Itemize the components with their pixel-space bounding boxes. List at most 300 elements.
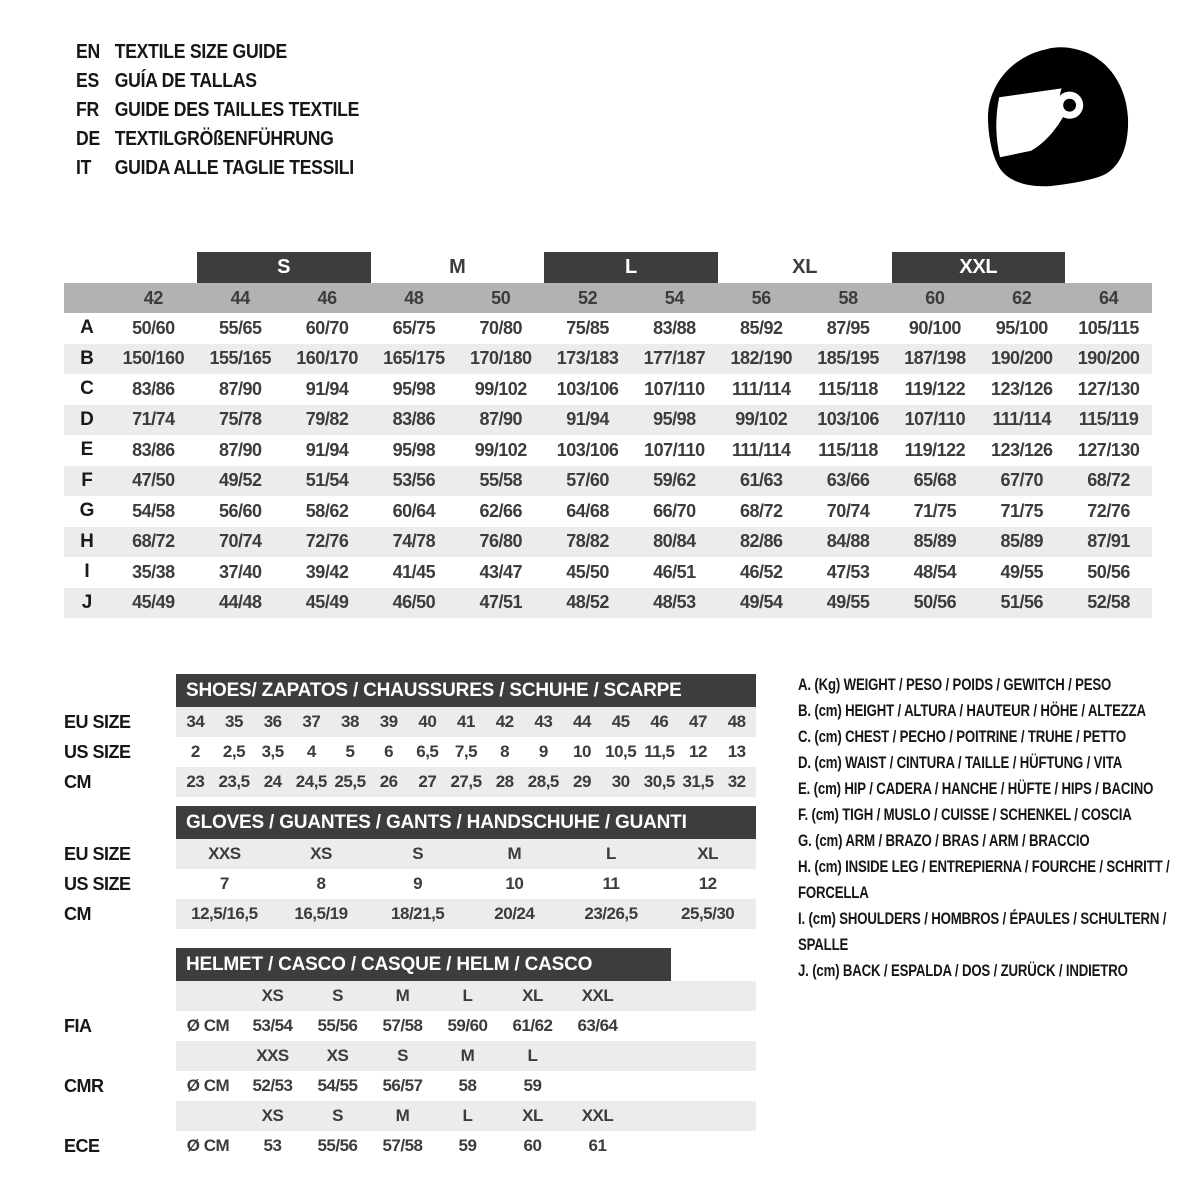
- corner-cell: [64, 283, 110, 313]
- table-row: [176, 737, 756, 767]
- table-cell: 56/60: [218, 500, 262, 521]
- standard-label: ECE: [64, 1135, 100, 1156]
- table-row: [64, 435, 1152, 466]
- shoes-row-labels: [64, 674, 176, 797]
- table-cell: 13: [727, 742, 746, 761]
- table-cell: 48/52: [566, 592, 609, 613]
- table-cell: 51/56: [1000, 592, 1044, 613]
- table-cell: 95/98: [392, 439, 436, 460]
- row-label: US SIZE: [64, 741, 131, 762]
- table-cell: 123/126: [990, 439, 1053, 460]
- row-label: EU SIZE: [64, 843, 131, 864]
- row-letter: B: [80, 347, 94, 369]
- table-cell: 107/110: [644, 378, 705, 399]
- helmet-title-bar: [176, 948, 671, 981]
- table-cell: 85/92: [739, 317, 783, 338]
- legend-entry: I. (cm) SHOULDERS / HOMBROS / ÉPAULES / SCHULTERN / SPALLE: [798, 910, 1167, 954]
- table-cell: 91/94: [566, 409, 609, 430]
- table-row: [64, 527, 1152, 558]
- table-cell: XXS: [208, 844, 241, 863]
- row-letter: A: [80, 317, 94, 339]
- table-cell: 68/72: [739, 500, 783, 521]
- table-cell: 127/130: [1077, 378, 1140, 399]
- legend-entry: G. (cm) ARM / BRAZO / BRAS / ARM / BRACCIO: [798, 832, 1090, 850]
- table-cell: 6: [384, 742, 394, 761]
- table-cell: 76/80: [479, 531, 523, 552]
- table-row: [176, 839, 756, 869]
- table-cell: 50/56: [913, 592, 957, 613]
- size-band-s: S: [197, 252, 371, 283]
- table-cell: 46/50: [392, 592, 436, 613]
- table-cell: 52/58: [1087, 592, 1130, 613]
- table-cell: XL: [697, 844, 719, 863]
- table-cell: 41/45: [392, 561, 436, 582]
- table-cell: 57/58: [382, 1016, 423, 1035]
- table-cell: 107/110: [904, 409, 966, 430]
- table-cell: 59: [523, 1076, 542, 1095]
- table-cell: 10: [573, 742, 591, 761]
- spacer: [64, 981, 176, 1011]
- helmet-table: [176, 948, 756, 1161]
- helmet-size-header: XL: [522, 1106, 543, 1125]
- table-cell: 68/72: [132, 531, 175, 552]
- table-cell: 66/70: [653, 500, 696, 521]
- table-cell: 35/38: [132, 561, 175, 582]
- table-cell: 7,5: [454, 742, 478, 761]
- table-cell: 59/60: [447, 1016, 488, 1035]
- table-cell: [176, 1101, 240, 1131]
- size-column-header: 42: [143, 287, 164, 308]
- size-band-xl: XL: [792, 256, 818, 278]
- table-cell: 64/68: [566, 500, 609, 521]
- table-cell: 70/80: [479, 317, 523, 338]
- table-cell: 32: [727, 772, 746, 791]
- table-cell: [630, 1131, 756, 1161]
- table-cell: 8: [316, 874, 326, 893]
- size-column-header: 56: [751, 287, 771, 308]
- helmet-size-header: L: [462, 986, 473, 1005]
- table-cell: 25,5: [334, 772, 366, 791]
- table-cell: 24,5: [295, 772, 327, 791]
- shoes-title: SHOES/ ZAPATOS / CHAUSSURES / SCHUHE / SCARPE: [186, 679, 682, 701]
- size-column-header: 60: [925, 287, 945, 308]
- table-cell: 51/54: [305, 470, 349, 491]
- table-cell: 107/110: [644, 439, 705, 460]
- table-cell: 83/88: [653, 317, 696, 338]
- table-cell: 48/53: [653, 592, 696, 613]
- table-cell: 35: [225, 712, 243, 731]
- helmet-size-header: M: [460, 1046, 475, 1065]
- table-cell: 49/54: [739, 592, 783, 613]
- helmet-value-row: [176, 1011, 756, 1041]
- legend-entry: F. (cm) TIGH / MUSLO / CUISSE / SCHENKEL / COSCIA: [798, 806, 1132, 824]
- table-cell: 63/64: [577, 1016, 618, 1035]
- gloves-title: GLOVES / GUANTES / GANTS / HANDSCHUHE / GUANTI: [186, 811, 687, 833]
- diameter-unit: Ø CM: [186, 1076, 230, 1095]
- row-letter: F: [81, 469, 93, 491]
- table-cell: 46: [650, 712, 669, 731]
- table-cell: 115/119: [1078, 409, 1139, 430]
- table-cell: 60: [523, 1136, 542, 1155]
- helmet-size-row: [176, 981, 756, 1011]
- table-cell: 91/94: [305, 439, 349, 460]
- table-cell: 87/90: [218, 439, 262, 460]
- helmet-size-header: XXS: [256, 1046, 289, 1065]
- helmet-rows: [176, 981, 756, 1161]
- table-cell: 26: [379, 772, 398, 791]
- table-cell: 61/63: [739, 470, 783, 491]
- table-cell: 8: [500, 742, 510, 761]
- language-code: EN: [76, 41, 100, 63]
- helmet-size-header: XL: [522, 986, 543, 1005]
- table-cell: 63/66: [826, 470, 870, 491]
- table-cell: 3,5: [261, 742, 284, 761]
- diameter-unit: Ø CM: [186, 1016, 230, 1035]
- table-cell: 111/114: [731, 439, 791, 460]
- table-cell: 9: [413, 874, 423, 893]
- table-row: [64, 588, 1152, 619]
- size-column-header: 52: [577, 287, 598, 308]
- table-cell: 182/190: [730, 348, 793, 369]
- table-cell: 87/95: [826, 317, 870, 338]
- helmet-value-row: [176, 1131, 756, 1161]
- table-cell: 10,5: [605, 742, 637, 761]
- table-cell: 23: [186, 772, 205, 791]
- row-label: US SIZE: [64, 873, 131, 894]
- table-cell: 49/55: [1000, 561, 1044, 582]
- size-number-row: [64, 283, 1152, 313]
- language-code: DE: [76, 128, 100, 150]
- table-cell: 190/200: [990, 348, 1053, 369]
- table-row: [176, 899, 756, 929]
- table-cell: 83/86: [132, 378, 175, 399]
- table-cell: 18/21,5: [391, 904, 445, 923]
- language-title: GUIDA ALLE TAGLIE TESSILI: [114, 157, 354, 179]
- helmet-size-header: L: [462, 1106, 473, 1125]
- table-cell: [176, 981, 240, 1011]
- size-band-row: [64, 252, 1152, 283]
- textile-size-table: [64, 252, 1152, 618]
- table-cell: 50/60: [132, 317, 175, 338]
- table-cell: 115/118: [818, 439, 878, 460]
- table-cell: 11: [602, 874, 620, 893]
- table-cell: [630, 1041, 756, 1071]
- table-row: [176, 707, 756, 737]
- size-band-xxl: XXL: [892, 252, 1066, 283]
- table-cell: 85/89: [1000, 531, 1044, 552]
- table-cell: 56/57: [382, 1076, 423, 1095]
- table-cell: 46/51: [653, 561, 696, 582]
- table-cell: 45/49: [305, 592, 349, 613]
- legend-entry: D. (cm) WAIST / CINTURA / TAILLE / HÜFTUNG / VITA: [798, 754, 1123, 772]
- table-cell: 24: [263, 772, 282, 791]
- table-cell: 30,5: [643, 772, 675, 791]
- table-cell: 58/62: [305, 500, 349, 521]
- table-cell: 61/62: [512, 1016, 553, 1035]
- language-title: TEXTILGRÖßENFÜHRUNG: [114, 128, 334, 150]
- table-cell: 75/78: [218, 409, 262, 430]
- helmet-size-header: XXL: [581, 986, 614, 1005]
- table-cell: 85/89: [913, 531, 957, 552]
- table-cell: 28,5: [527, 772, 559, 791]
- language-title: GUÍA DE TALLAS: [114, 70, 257, 92]
- table-cell: 47: [689, 712, 707, 731]
- helmet-value-row: [176, 1071, 756, 1101]
- language-row: [76, 154, 359, 183]
- size-column-header: 62: [1012, 287, 1032, 308]
- table-cell: 43: [534, 712, 553, 731]
- helmet-size-header: S: [332, 986, 343, 1005]
- table-cell: [565, 1071, 630, 1101]
- table-cell: 80/84: [653, 531, 696, 552]
- row-label: CM: [64, 903, 91, 924]
- textile-rows: [64, 313, 1152, 618]
- row-label: CM: [64, 771, 91, 792]
- table-cell: 4: [306, 742, 316, 761]
- table-cell: 49/52: [218, 470, 262, 491]
- language-row: [76, 38, 359, 67]
- helmet-title: HELMET / CASCO / CASQUE / HELM / CASCO: [186, 953, 593, 975]
- table-cell: 55/65: [218, 317, 262, 338]
- table-cell: 53/56: [392, 470, 436, 491]
- table-cell: 72/76: [1087, 500, 1130, 521]
- language-title-list: [76, 38, 359, 183]
- table-cell: L: [606, 844, 616, 863]
- table-cell: 127/130: [1077, 439, 1140, 460]
- table-cell: 83/86: [392, 409, 436, 430]
- size-column-header: 58: [838, 287, 858, 308]
- table-cell: 45: [611, 712, 630, 731]
- row-letter: C: [80, 378, 94, 400]
- helmet-size-header: S: [397, 1046, 408, 1065]
- table-cell: 49/55: [826, 592, 870, 613]
- size-column-header: 50: [491, 287, 511, 308]
- table-cell: 99/102: [474, 378, 527, 399]
- size-column-header: 46: [317, 287, 337, 308]
- table-cell: 46/52: [739, 561, 783, 582]
- helmet-size-header: L: [527, 1046, 538, 1065]
- table-cell: [176, 1041, 240, 1071]
- table-cell: 155/165: [209, 348, 272, 369]
- table-cell: 103/106: [817, 409, 879, 430]
- row-letter: J: [81, 591, 93, 613]
- table-cell: 87/90: [218, 378, 262, 399]
- table-cell: 45/50: [566, 561, 609, 582]
- table-row: [64, 405, 1152, 436]
- language-row: [76, 96, 359, 125]
- table-cell: 23,5: [218, 772, 250, 791]
- language-row: [76, 67, 359, 96]
- table-cell: 2,5: [222, 742, 246, 761]
- table-cell: 190/200: [1077, 348, 1140, 369]
- table-cell: 55/58: [479, 470, 523, 491]
- shoes-rows: [176, 707, 756, 797]
- table-cell: 57/58: [382, 1136, 423, 1155]
- helmet-size-header: XXL: [581, 1106, 614, 1125]
- table-cell: 83/86: [132, 439, 175, 460]
- table-cell: 95/100: [995, 317, 1048, 338]
- helmet-size-header: XS: [326, 1046, 349, 1065]
- measurement-legend: [798, 672, 1187, 984]
- language-code: ES: [76, 70, 99, 92]
- legend-entry: B. (cm) HEIGHT / ALTURA / HAUTEUR / HÖHE / ALTEZZA: [798, 702, 1146, 720]
- shoes-title-bar: [176, 674, 756, 707]
- table-cell: 62/66: [479, 500, 523, 521]
- table-cell: 12,5/16,5: [191, 904, 258, 923]
- table-cell: 60/70: [305, 317, 349, 338]
- table-cell: 61: [588, 1136, 607, 1155]
- table-row: [64, 466, 1152, 497]
- table-cell: 7: [219, 874, 229, 893]
- row-letter: E: [80, 439, 94, 461]
- table-cell: 9: [538, 742, 548, 761]
- table-cell: 84/88: [826, 531, 870, 552]
- table-cell: 34: [186, 712, 205, 731]
- gloves-table: [176, 806, 756, 929]
- table-cell: [630, 1101, 756, 1131]
- row-letter: I: [84, 561, 90, 583]
- table-cell: S: [412, 844, 424, 863]
- language-row: [76, 125, 359, 154]
- table-cell: 99/102: [474, 439, 527, 460]
- table-cell: 42: [495, 712, 514, 731]
- table-cell: 72/76: [305, 531, 349, 552]
- legend-entry: A. (Kg) WEIGHT / PESO / POIDS / GEWITCH / PESO: [798, 676, 1112, 694]
- table-cell: 95/98: [392, 378, 436, 399]
- table-cell: 29: [573, 772, 591, 791]
- helmet-size-header: XS: [261, 1106, 284, 1125]
- size-band-l: L: [544, 252, 718, 283]
- table-cell: 103/106: [556, 439, 619, 460]
- table-cell: XS: [310, 844, 332, 863]
- table-cell: 40: [418, 712, 437, 731]
- table-cell: 47/53: [826, 561, 870, 582]
- table-cell: 44/48: [218, 592, 262, 613]
- row-label: EU SIZE: [64, 711, 131, 732]
- gloves-row-labels: [64, 806, 176, 929]
- diameter-unit: Ø CM: [186, 1136, 230, 1155]
- table-cell: 50/56: [1087, 561, 1130, 582]
- gloves-rows: [176, 839, 756, 929]
- table-cell: 74/78: [392, 531, 436, 552]
- gloves-title-bar: [176, 806, 756, 839]
- table-cell: 28: [495, 772, 514, 791]
- helmet-size-header: XS: [261, 986, 284, 1005]
- table-cell: 27: [418, 772, 437, 791]
- table-cell: 54/58: [132, 500, 175, 521]
- table-cell: 48/54: [913, 561, 957, 582]
- table-cell: 111/114: [731, 378, 791, 399]
- table-cell: 105/115: [1078, 317, 1139, 338]
- racing-helmet-icon: [976, 30, 1152, 206]
- table-cell: 37: [302, 712, 321, 731]
- table-cell: 150/160: [122, 348, 185, 369]
- table-cell: 82/86: [739, 531, 783, 552]
- table-cell: 12: [689, 742, 707, 761]
- legend-entry: E. (cm) HIP / CADERA / HANCHE / HÜFTE / HIPS / BACINO: [798, 780, 1154, 798]
- row-letter: G: [79, 500, 95, 522]
- table-cell: 78/82: [566, 531, 609, 552]
- table-cell: 39: [379, 712, 398, 731]
- table-cell: 10: [505, 874, 524, 893]
- table-cell: 45/49: [132, 592, 175, 613]
- language-title: TEXTILE SIZE GUIDE: [114, 41, 287, 63]
- table-cell: 115/118: [818, 378, 878, 399]
- table-cell: 165/175: [383, 348, 445, 369]
- table-cell: 52/53: [252, 1076, 293, 1095]
- shoes-table: [176, 674, 756, 797]
- table-cell: 79/82: [305, 409, 349, 430]
- table-cell: 123/126: [990, 378, 1053, 399]
- table-cell: 30: [611, 772, 630, 791]
- row-letter: D: [80, 408, 94, 430]
- table-cell: [630, 1071, 756, 1101]
- table-cell: 185/195: [817, 348, 879, 369]
- helmet-section: [64, 948, 756, 1161]
- table-cell: 71/74: [132, 409, 175, 430]
- table-cell: 91/94: [305, 378, 349, 399]
- table-cell: 43/47: [479, 561, 523, 582]
- table-cell: [630, 981, 756, 1011]
- table-cell: 59: [458, 1136, 477, 1155]
- table-cell: 187/198: [904, 348, 966, 369]
- table-cell: 41: [457, 712, 475, 731]
- table-cell: 23/26,5: [584, 904, 638, 923]
- table-cell: 70/74: [218, 531, 262, 552]
- table-cell: 16,5/19: [294, 904, 348, 923]
- table-cell: 47/51: [479, 592, 523, 613]
- table-cell: 48: [727, 712, 746, 731]
- table-cell: 71/75: [1000, 500, 1044, 521]
- table-cell: 55/56: [317, 1136, 358, 1155]
- table-cell: 90/100: [908, 317, 961, 338]
- table-cell: 75/85: [566, 317, 609, 338]
- table-cell: 87/90: [479, 409, 523, 430]
- table-cell: 67/70: [1000, 470, 1044, 491]
- helmet-size-header: M: [395, 986, 410, 1005]
- table-cell: 39/42: [305, 561, 349, 582]
- table-cell: 6,5: [416, 742, 439, 761]
- table-cell: M: [507, 844, 522, 863]
- table-cell: 55/56: [317, 1016, 358, 1035]
- table-row: [176, 869, 756, 899]
- size-column-header: 64: [1098, 287, 1119, 308]
- table-cell: 65/68: [913, 470, 957, 491]
- legend-entry: H. (cm) INSIDE LEG / ENTREPIERNA / FOURCHE / SCHRITT / FORCELLA: [798, 858, 1170, 902]
- language-title: GUIDE DES TAILLES TEXTILE: [114, 99, 360, 121]
- table-cell: 103/106: [556, 378, 619, 399]
- table-cell: 58: [458, 1076, 477, 1095]
- table-cell: 53: [263, 1136, 282, 1155]
- table-cell: 31,5: [682, 772, 714, 791]
- table-row: [64, 374, 1152, 405]
- table-row: [64, 344, 1152, 375]
- spacer: [64, 1041, 176, 1071]
- table-cell: 37/40: [218, 561, 262, 582]
- table-row: [64, 496, 1152, 527]
- table-cell: 27,5: [450, 772, 482, 791]
- table-cell: 70/74: [826, 500, 870, 521]
- row-letter: H: [80, 530, 94, 552]
- language-code: IT: [76, 157, 92, 179]
- table-cell: 11,5: [644, 742, 675, 761]
- table-cell: 47/50: [132, 470, 175, 491]
- table-row: [176, 767, 756, 797]
- size-band-m: M: [449, 256, 466, 278]
- helmet-size-header: M: [395, 1106, 410, 1125]
- table-cell: 54/55: [317, 1076, 358, 1095]
- table-cell: 59/62: [653, 470, 696, 491]
